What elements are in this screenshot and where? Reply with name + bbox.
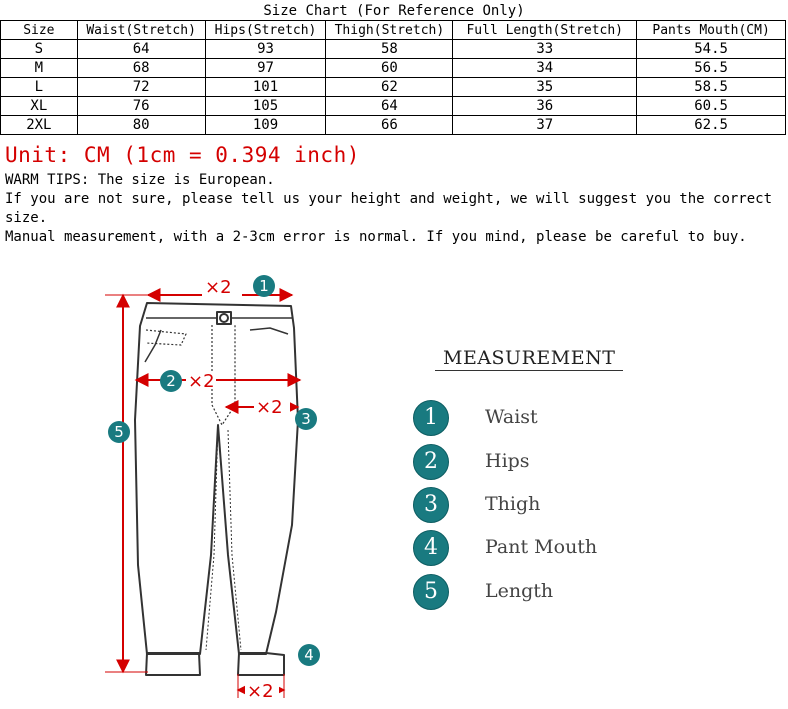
cell-hips: 101 bbox=[205, 78, 326, 97]
mark-hips: ×2 bbox=[188, 371, 215, 392]
tip-manual-measurement: Manual measurement, with a 2-3cm error is normal. If you mind, please be careful to buy. bbox=[5, 229, 747, 245]
legend-label: Length bbox=[485, 580, 554, 602]
cell-hips: 109 bbox=[205, 116, 326, 135]
mark-waist: ×2 bbox=[205, 277, 232, 298]
cell-length: 37 bbox=[453, 116, 637, 135]
table-row bbox=[1, 116, 786, 135]
tips-block bbox=[5, 171, 785, 247]
badge-mouth: 4 bbox=[304, 646, 314, 664]
legend-badge: 4 bbox=[413, 530, 449, 566]
cell-length: 35 bbox=[453, 78, 637, 97]
header-size: Size bbox=[1, 21, 78, 40]
cell-mouth: 60.5 bbox=[637, 97, 786, 116]
cell-size: XL bbox=[1, 97, 78, 116]
legend-item-pant-mouth bbox=[413, 530, 653, 566]
table-row bbox=[1, 78, 786, 97]
size-table bbox=[0, 20, 786, 135]
table-row bbox=[1, 59, 786, 78]
cell-thigh: 58 bbox=[326, 40, 453, 59]
cell-waist: 72 bbox=[77, 78, 205, 97]
legend-label: Waist bbox=[485, 406, 538, 428]
cell-thigh: 60 bbox=[326, 59, 453, 78]
cell-size: L bbox=[1, 78, 78, 97]
badge-waist: 1 bbox=[259, 277, 269, 295]
mark-thigh: ×2 bbox=[256, 397, 283, 418]
cell-thigh: 66 bbox=[326, 116, 453, 135]
cell-waist: 64 bbox=[77, 40, 205, 59]
pants-measurement-diagram bbox=[0, 265, 788, 709]
header-hips: Hips(Stretch) bbox=[205, 21, 326, 40]
cell-hips: 105 bbox=[205, 97, 326, 116]
size-chart-title: Size Chart (For Reference Only) bbox=[263, 3, 525, 19]
unit-note: Unit: CM (1cm = 0.394 inch) bbox=[5, 143, 360, 167]
legend-badge: 5 bbox=[413, 574, 449, 610]
cell-hips: 93 bbox=[205, 40, 326, 59]
table-row bbox=[1, 97, 786, 116]
cell-waist: 80 bbox=[77, 116, 205, 135]
cell-mouth: 62.5 bbox=[637, 116, 786, 135]
badge-hips: 2 bbox=[166, 372, 176, 390]
cell-mouth: 56.5 bbox=[637, 59, 786, 78]
cell-size: S bbox=[1, 40, 78, 59]
cell-size: M bbox=[1, 59, 78, 78]
header-thigh: Thigh(Stretch) bbox=[326, 21, 453, 40]
legend-badge: 1 bbox=[413, 400, 449, 436]
legend-badge: 3 bbox=[413, 487, 449, 523]
tip-not-sure: If you are not sure, please tell us your height and weight, we will suggest you the correct size. bbox=[5, 191, 781, 226]
legend-item-length bbox=[413, 574, 653, 610]
cell-thigh: 62 bbox=[326, 78, 453, 97]
cell-waist: 68 bbox=[77, 59, 205, 78]
legend-item-hips bbox=[413, 444, 653, 480]
badge-thigh: 3 bbox=[301, 410, 311, 428]
pants-outline bbox=[135, 303, 298, 675]
cell-thigh: 64 bbox=[326, 97, 453, 116]
table-header-row bbox=[1, 21, 786, 40]
legend-underline bbox=[435, 370, 623, 371]
cell-size: 2XL bbox=[1, 116, 78, 135]
legend-item-thigh bbox=[413, 487, 653, 523]
cell-length: 34 bbox=[453, 59, 637, 78]
table-row bbox=[1, 40, 786, 59]
cell-waist: 76 bbox=[77, 97, 205, 116]
legend-label: Thigh bbox=[485, 493, 541, 515]
tip-warm: WARM TIPS: The size is European. bbox=[5, 172, 275, 188]
header-full-length: Full Length(Stretch) bbox=[453, 21, 637, 40]
badge-length: 5 bbox=[114, 423, 124, 441]
cell-length: 33 bbox=[453, 40, 637, 59]
legend-badge: 2 bbox=[413, 444, 449, 480]
cell-length: 36 bbox=[453, 97, 637, 116]
mark-mouth: ×2 bbox=[247, 681, 274, 702]
header-waist: Waist(Stretch) bbox=[77, 21, 205, 40]
cell-mouth: 54.5 bbox=[637, 40, 786, 59]
cell-hips: 97 bbox=[205, 59, 326, 78]
cell-mouth: 58.5 bbox=[637, 78, 786, 97]
legend-item-waist bbox=[413, 400, 653, 436]
legend-title: MEASUREMENT bbox=[443, 347, 616, 369]
header-pants-mouth: Pants Mouth(CM) bbox=[637, 21, 786, 40]
legend-label: Pant Mouth bbox=[485, 536, 598, 558]
legend-label: Hips bbox=[485, 450, 530, 472]
